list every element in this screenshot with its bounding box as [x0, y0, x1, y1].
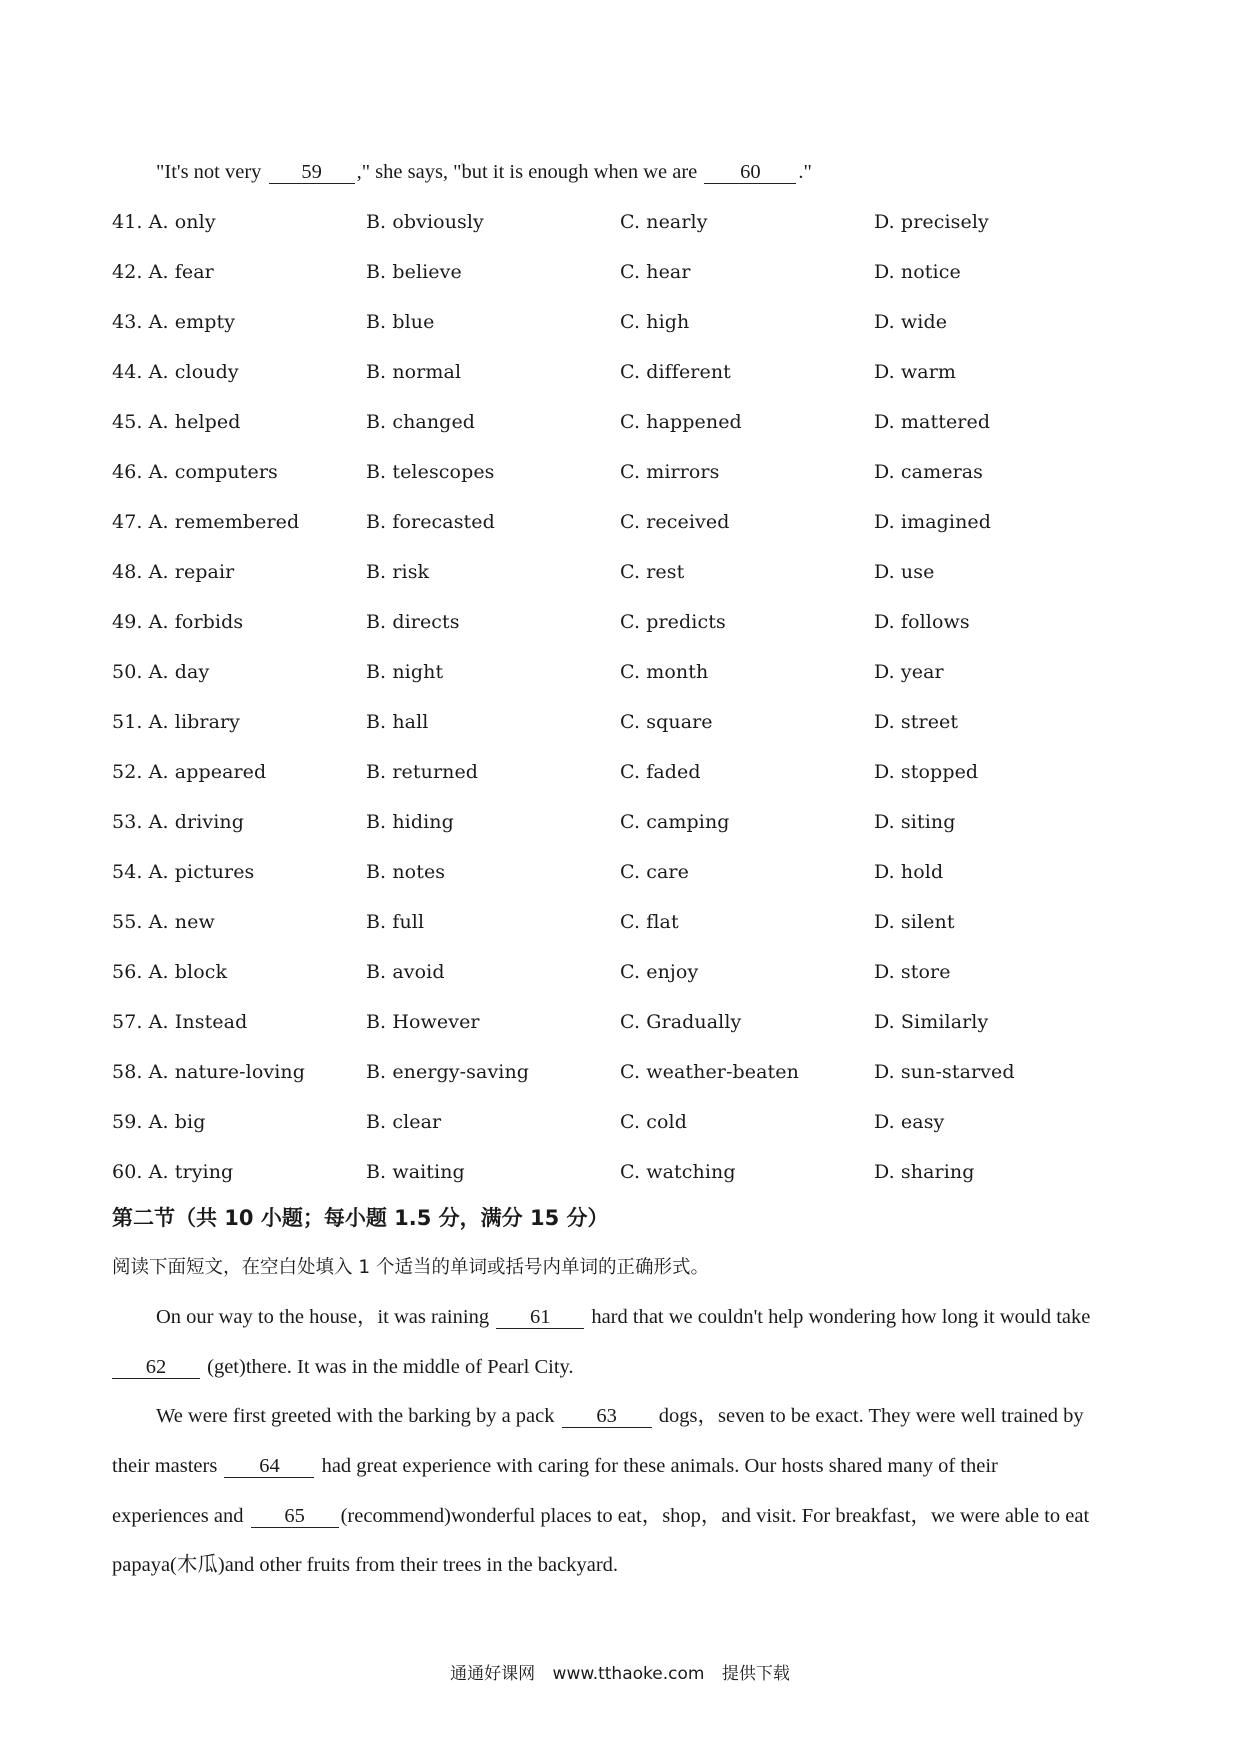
- option-a: [112, 507, 299, 537]
- option-a-text: A. helped: [148, 411, 241, 433]
- option-c: C. Gradually: [620, 1011, 742, 1033]
- option-d: D. follows: [874, 611, 970, 633]
- passage-text: ," she says, "but it is enough when we are: [356, 161, 698, 183]
- option-b: B. obviously: [366, 211, 484, 233]
- question-number: 54.: [112, 861, 143, 883]
- option-b: B. changed: [366, 411, 476, 433]
- option-d: D. imagined: [874, 511, 992, 533]
- question-number: 43.: [112, 311, 143, 333]
- option-b: B. avoid: [366, 961, 445, 983]
- option-a: [112, 1157, 233, 1187]
- blank-60: 60: [704, 161, 796, 184]
- question-number: 51.: [112, 711, 143, 733]
- option-a: [112, 557, 234, 587]
- option-a: [112, 757, 266, 787]
- option-b: B. hall: [366, 711, 429, 733]
- option-b: B. energy-saving: [366, 1061, 530, 1083]
- option-a: [112, 707, 240, 737]
- option-d: D. siting: [874, 811, 956, 833]
- option-a-text: A. pictures: [148, 861, 255, 883]
- option-a-text: A. Instead: [148, 1011, 248, 1033]
- blank-63: 63: [562, 1405, 652, 1428]
- option-d: D. sun-starved: [874, 1061, 1015, 1083]
- footer-note: 提供下载: [721, 1664, 790, 1684]
- option-a: [112, 657, 209, 687]
- option-b: B. normal: [366, 361, 462, 383]
- option-d: D. hold: [874, 861, 944, 883]
- option-c: C. nearly: [620, 211, 708, 233]
- option-a-text: A. forbids: [148, 611, 244, 633]
- option-b: B. telescopes: [366, 461, 495, 483]
- option-a: [112, 407, 241, 437]
- question-row: [112, 1057, 1142, 1087]
- option-a: [112, 857, 254, 887]
- passage-text: (recommend)wonderful places to eat，shop，and visit. For breakfast，we were able to eat: [340, 1505, 1090, 1527]
- option-c: C. weather-beaten: [620, 1061, 799, 1083]
- option-b: B. forecasted: [366, 511, 495, 533]
- option-a-text: A. repair: [148, 561, 235, 583]
- option-d: D. silent: [874, 911, 955, 933]
- option-a: [112, 1057, 305, 1087]
- option-b: B. waiting: [366, 1161, 465, 1183]
- option-b: B. notes: [366, 861, 446, 883]
- option-c: C. camping: [620, 811, 730, 833]
- passage-text: .": [798, 161, 812, 183]
- blank-61: 61: [496, 1306, 584, 1329]
- question-row: [112, 357, 1142, 387]
- question-row: [112, 557, 1142, 587]
- option-c: C. different: [620, 361, 731, 383]
- blank-65: 65: [251, 1505, 339, 1528]
- option-b: B. returned: [366, 761, 479, 783]
- option-a-text: A. block: [148, 961, 228, 983]
- option-a: [112, 257, 214, 287]
- question-row: [112, 1007, 1142, 1037]
- question-number: 46.: [112, 461, 143, 483]
- blank-62: 62: [112, 1356, 200, 1379]
- option-b: B. hiding: [366, 811, 454, 833]
- question-row: [112, 607, 1142, 637]
- option-b: B. believe: [366, 261, 462, 283]
- option-c: C. cold: [620, 1111, 687, 1133]
- option-a: [112, 957, 227, 987]
- option-a-text: A. nature-loving: [148, 1061, 305, 1083]
- option-a-text: A. trying: [148, 1161, 234, 1183]
- option-c: C. received: [620, 511, 730, 533]
- option-d: D. notice: [874, 261, 961, 283]
- question-number: 55.: [112, 911, 143, 933]
- option-a-text: A. computers: [148, 461, 278, 483]
- option-a: [112, 457, 278, 487]
- page-footer: [0, 1660, 1240, 1688]
- question-number: 58.: [112, 1061, 143, 1083]
- option-c: C. flat: [620, 911, 679, 933]
- option-b: B. full: [366, 911, 425, 933]
- option-a: [112, 1007, 247, 1037]
- option-a-text: A. only: [148, 211, 216, 233]
- passage2-line-6: [112, 1550, 1142, 1580]
- option-a-text: A. library: [148, 711, 241, 733]
- question-row: [112, 907, 1142, 937]
- option-d: D. easy: [874, 1111, 945, 1133]
- question-row: [112, 857, 1142, 887]
- passage-text: (get)there. It was in the middle of Pearl City.: [207, 1356, 574, 1378]
- passage-text: We were first greeted with the barking by a pack: [156, 1405, 555, 1427]
- option-c: C. care: [620, 861, 689, 883]
- question-row: [112, 1107, 1142, 1137]
- option-a: [112, 207, 216, 237]
- option-a-text: A. big: [148, 1111, 206, 1133]
- passage-text: On our way to the house，it was raining: [156, 1306, 490, 1328]
- option-d: D. Similarly: [874, 1011, 989, 1033]
- passage2-line-3: [156, 1401, 1146, 1431]
- blank-64: 64: [224, 1455, 314, 1478]
- passage-text: hard that we couldn't help wondering how long it would take: [591, 1306, 1091, 1328]
- option-d: D. cameras: [874, 461, 984, 483]
- question-number: 57.: [112, 1011, 143, 1033]
- option-b: B. directs: [366, 611, 460, 633]
- passage2-line-2: [112, 1352, 1142, 1382]
- question-number: 42.: [112, 261, 143, 283]
- question-number: 56.: [112, 961, 143, 983]
- question-row: [112, 407, 1142, 437]
- question-number: 59.: [112, 1111, 143, 1133]
- question-number: 47.: [112, 511, 143, 533]
- question-row: [112, 507, 1142, 537]
- option-a: [112, 607, 243, 637]
- option-d: D. sharing: [874, 1161, 975, 1183]
- question-number: 44.: [112, 361, 143, 383]
- option-c: C. enjoy: [620, 961, 699, 983]
- question-row: [112, 657, 1142, 687]
- option-d: D. stopped: [874, 761, 979, 783]
- option-d: D. store: [874, 961, 951, 983]
- question-row: [112, 1157, 1142, 1187]
- option-a-text: A. driving: [148, 811, 245, 833]
- passage-text: experiences and: [112, 1505, 244, 1527]
- option-a-text: A. new: [148, 911, 215, 933]
- option-c: C. hear: [620, 261, 691, 283]
- option-b: B. risk: [366, 561, 430, 583]
- option-c: C. mirrors: [620, 461, 720, 483]
- option-d: D. precisely: [874, 211, 989, 233]
- question-row: [112, 307, 1142, 337]
- option-c: C. high: [620, 311, 690, 333]
- section-heading: 第二节（共 10 小题；每小题 1.5 分，满分 15 分）: [112, 1206, 609, 1230]
- passage-text: "It's not very: [156, 161, 262, 183]
- question-row: [112, 207, 1142, 237]
- option-b: B. However: [366, 1011, 480, 1033]
- question-number: 53.: [112, 811, 143, 833]
- option-c: C. rest: [620, 561, 685, 583]
- question-number: 50.: [112, 661, 143, 683]
- option-a-text: A. cloudy: [148, 361, 239, 383]
- option-d: D. street: [874, 711, 959, 733]
- option-d: D. mattered: [874, 411, 991, 433]
- option-a-text: A. remembered: [148, 511, 300, 533]
- option-a: [112, 307, 235, 337]
- option-a-text: A. empty: [148, 311, 236, 333]
- option-d: D. use: [874, 561, 935, 583]
- passage-line-top: [156, 157, 1146, 187]
- option-a-text: A. day: [148, 661, 210, 683]
- option-a: [112, 907, 215, 937]
- option-b: B. night: [366, 661, 444, 683]
- option-c: C. happened: [620, 411, 742, 433]
- option-c: C. faded: [620, 761, 701, 783]
- question-row: [112, 807, 1142, 837]
- passage2-line-5: [112, 1501, 1142, 1531]
- option-a: [112, 807, 244, 837]
- option-d: D. warm: [874, 361, 957, 383]
- question-number: 52.: [112, 761, 143, 783]
- question-number: 49.: [112, 611, 143, 633]
- blank-59: 59: [269, 161, 355, 184]
- option-d: D. wide: [874, 311, 948, 333]
- option-a-text: A. appeared: [148, 761, 267, 783]
- passage-text: dogs，seven to be exact. They were well trained by: [658, 1405, 1084, 1427]
- question-number: 60.: [112, 1161, 143, 1183]
- question-row: [112, 707, 1142, 737]
- passage2-line-4: [112, 1451, 1142, 1481]
- section-instruction: 阅读下面短文，在空白处填入 1 个适当的单词或括号内单词的正确形式。: [112, 1257, 710, 1278]
- option-b: B. blue: [366, 311, 435, 333]
- option-a: [112, 357, 239, 387]
- passage-text: their masters: [112, 1455, 218, 1477]
- passage-text: papaya(木瓜)and other fruits from their trees in the backyard.: [112, 1554, 619, 1576]
- question-number: 41.: [112, 211, 143, 233]
- passage2-line-1: [156, 1302, 1146, 1332]
- question-number: 45.: [112, 411, 143, 433]
- option-c: C. month: [620, 661, 709, 683]
- option-c: C. predicts: [620, 611, 726, 633]
- footer-site: 通通好课网: [450, 1664, 536, 1684]
- question-row: [112, 257, 1142, 287]
- option-c: C. square: [620, 711, 713, 733]
- option-c: C. watching: [620, 1161, 736, 1183]
- option-a-text: A. fear: [148, 261, 214, 283]
- passage-text: had great experience with caring for these animals. Our hosts shared many of their: [321, 1455, 998, 1477]
- question-number: 48.: [112, 561, 143, 583]
- option-a: [112, 1107, 205, 1137]
- footer-url[interactable]: www.tthaoke.com: [552, 1664, 705, 1684]
- option-d: D. year: [874, 661, 944, 683]
- question-row: [112, 957, 1142, 987]
- question-row: [112, 757, 1142, 787]
- option-b: B. clear: [366, 1111, 442, 1133]
- question-row: [112, 457, 1142, 487]
